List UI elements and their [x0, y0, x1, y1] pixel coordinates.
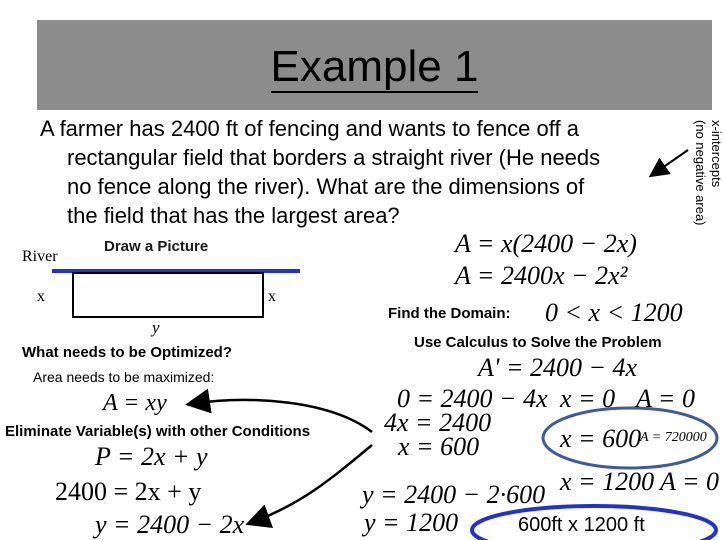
problem-line-1: A farmer has 2400 ft of fencing and wants to fence off a [40, 116, 579, 141]
problem-line-2: rectangular field that borders a straight river (He needs [67, 145, 601, 170]
endpoint-x0: x = 0 [560, 384, 616, 413]
side-note-arrow [652, 150, 688, 175]
field-rectangle [73, 273, 263, 317]
river-label: River [22, 248, 58, 265]
y-solved: y = 2400 − 2x [95, 510, 245, 539]
substitute-arrow [250, 445, 372, 523]
optimize-answer: Area needs to be maximized: [33, 369, 215, 385]
slide-title: Example 1 [270, 42, 479, 91]
field-side-right-label: x [268, 288, 276, 305]
problem-line-4: the field that has the largest area? [67, 203, 400, 228]
draw-picture-heading: Draw a Picture [104, 238, 209, 255]
solve-4x: 4x = 2400 [384, 408, 492, 437]
optimize-question: What needs to be Optimized? [22, 344, 233, 361]
eliminate-heading: Eliminate Variable(s) with other Conditions [5, 423, 311, 440]
endpoint-a0-second: A = 0 [660, 467, 719, 496]
area-formula: A = xy [103, 390, 167, 416]
max-area-value: A = 720000 [640, 430, 707, 445]
endpoint-x1200: x = 1200 [560, 467, 655, 496]
field-bottom-label: y [152, 318, 160, 337]
side-note-line-1: x-intercepts [709, 120, 724, 188]
max-x: x = 600 [560, 424, 642, 453]
endpoint-a0-first: A = 0 [636, 384, 695, 413]
area-expression-line-1: A = x(2400 − 2x) [455, 229, 637, 258]
derivative-zero: 0 = 2400 − 4x [397, 384, 548, 413]
field-side-left-label: x [37, 288, 45, 305]
final-answer: 600ft x 1200 ft [518, 514, 645, 536]
calculus-heading: Use Calculus to Solve the Problem [414, 334, 662, 351]
problem-line-3: no fence along the river). What are the dimensions of [67, 174, 585, 199]
critical-x: x = 600 [398, 432, 480, 461]
area-expression-line-2: A = 2400x − 2x² [455, 261, 628, 290]
y-backsub: y = 2400 − 2·600 [362, 480, 546, 509]
perimeter-substituted: 2400 = 2x + y [55, 477, 202, 506]
derivative: A' = 2400 − 4x [478, 353, 638, 382]
domain-expression: 0 < x < 1200 [545, 298, 683, 327]
domain-label: Find the Domain: [388, 305, 511, 322]
perimeter-equation: P = 2x + y [95, 442, 208, 471]
side-note-line-2: (no negative area) [693, 120, 708, 226]
y-value: y = 1200 [364, 508, 459, 537]
